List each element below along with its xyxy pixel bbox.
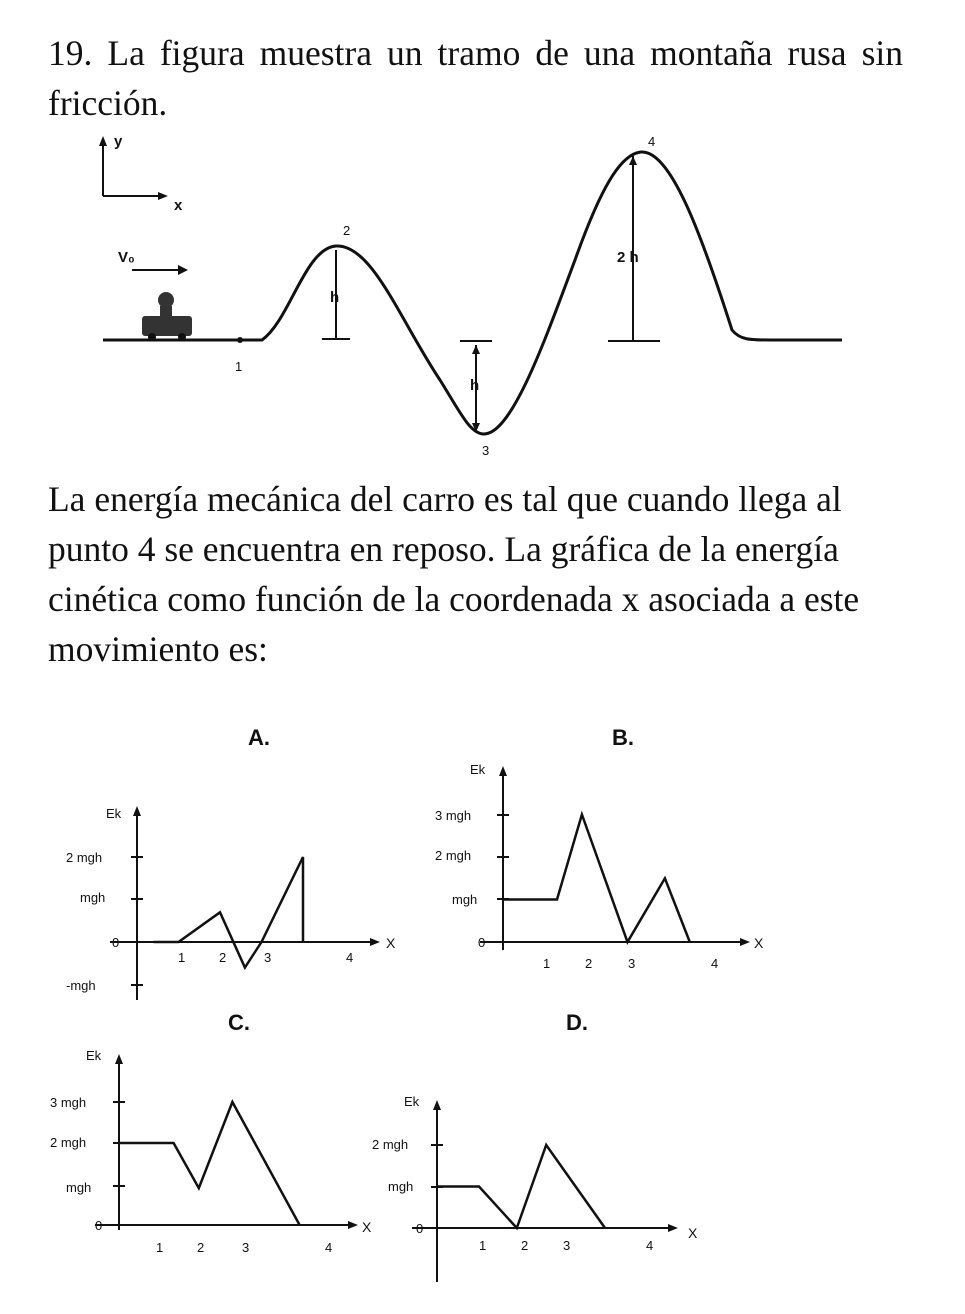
option-c-label: C. [228,1010,250,1035]
chart-b-curve [503,815,690,943]
chart-b-ytick-0: 0 [478,935,486,950]
point-3-label: 3 [482,443,490,458]
y-axis-arrow-icon [99,136,107,146]
chart-c-x-title: X [362,1219,372,1235]
chart-a [66,806,396,1000]
point-1-label: 1 [235,359,243,374]
chart-b-x-title: X [754,935,764,951]
chart-d-xtick-4: 4 [646,1238,654,1253]
point-4-label: 4 [648,134,656,149]
chart-a-xtick-2: 2 [219,950,227,965]
chart-d-xtick-3: 3 [563,1238,571,1253]
chart-b-xtick-4: 4 [711,956,719,971]
chart-b-ytick-2mgh: 2 mgh [435,848,472,863]
chart-a-ytick-mgh: mgh [80,890,106,905]
chart-c-ytick-0: 0 [95,1218,103,1233]
height-label-2: h [330,289,340,306]
chart-d-xtick-2: 2 [521,1238,529,1253]
chart-d-x-title: X [688,1225,698,1241]
chart-b-ytick-3mgh: 3 mgh [435,808,472,823]
chart-c-curve [119,1102,300,1225]
option-a-label: A. [248,725,270,750]
chart-c-y-title: Ek [86,1048,102,1063]
chart-c-xtick-1: 1 [156,1240,164,1255]
x-axis-arrow-icon [158,192,168,200]
velocity-arrowhead-icon [178,265,188,275]
chart-b-xtick-3: 3 [628,956,636,971]
chart-a-xtick-1: 1 [178,950,186,965]
chart-c-xtick-2: 2 [197,1240,205,1255]
chart-c-ytick-mgh: mgh [66,1180,92,1195]
options-figure [0,700,965,1300]
height-label-3: h [470,377,480,394]
chart-b-xtick-2: 2 [585,956,593,971]
chart-a-xtick-3: 3 [264,950,272,965]
option-d-label: D. [566,1010,588,1035]
chart-a-ytick-0: 0 [112,935,120,950]
axis-y-label: y [114,133,123,150]
chart-a-ytick-2mgh: 2 mgh [66,850,103,865]
chart-a-curve [154,857,303,968]
chart-a-ytick-neg-mgh: -mgh [66,978,96,993]
option-b-label: B. [612,725,634,750]
chart-b-xtick-1: 1 [543,956,551,971]
chart-b-ytick-mgh: mgh [452,892,478,907]
chart-a-y-title: Ek [106,806,122,821]
question-body: La energía mecánica del carro es tal que cuando llega al punto 4 se encuentra en reposo. La gráfica de la energía cinética como función de la coordenada x asociada a este movimiento es: [48,479,860,669]
roller-coaster-figure [0,120,965,470]
height-label-4: 2 h [617,249,639,266]
chart-c-xtick-4: 4 [325,1240,333,1255]
chart-a-xtick-4: 4 [346,950,354,965]
chart-b-y-title: Ek [470,762,486,777]
chart-c-xtick-3: 3 [242,1240,250,1255]
chart-d-ytick-0: 0 [416,1221,424,1236]
chart-b [435,762,764,971]
chart-c-ytick-2mgh: 2 mgh [50,1135,87,1150]
chart-a-x-title: X [386,935,396,951]
axis-x-label: x [174,197,183,214]
point-1-dot [237,337,243,343]
chart-c [50,1048,372,1255]
chart-d-ytick-mgh: mgh [388,1179,414,1194]
chart-d [372,1094,698,1282]
chart-d-y-title: Ek [404,1094,420,1109]
question-heading: 19. La figura muestra un tramo de una montaña rusa sin fricción. [48,33,903,123]
velocity-label: V₀ [118,249,135,266]
point-2-label: 2 [343,223,351,238]
chart-c-ytick-3mgh: 3 mgh [50,1095,87,1110]
chart-d-curve [437,1145,605,1228]
cart-icon [142,292,192,341]
chart-d-ytick-2mgh: 2 mgh [372,1137,409,1152]
chart-d-xtick-1: 1 [479,1238,487,1253]
